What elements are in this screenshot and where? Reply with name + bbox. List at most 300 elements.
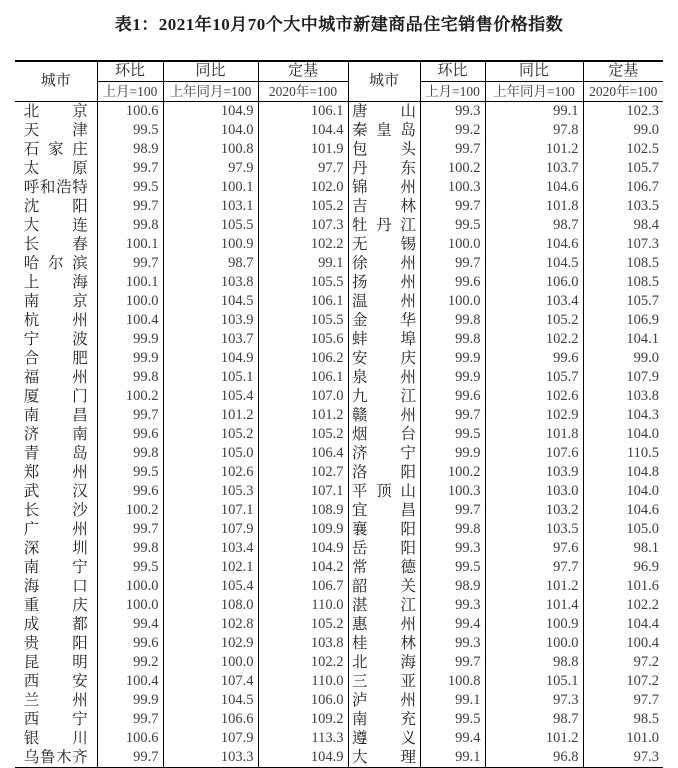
yoy-value-cell: 99.1 (485, 102, 583, 122)
city-name-cell (348, 691, 420, 710)
mom-value-cell: 99.5 (97, 121, 163, 140)
fixed-value-cell: 97.7 (258, 159, 348, 178)
fixed-value-cell: 104.9 (258, 748, 348, 768)
yoy-value-cell: 99.6 (485, 349, 583, 368)
mom-value-cell: 98.9 (97, 140, 163, 159)
table-row (15, 368, 663, 387)
city-name: 厦门 (23, 388, 88, 405)
yoy-value-cell: 100.9 (163, 235, 258, 254)
mom-value-cell: 100.3 (420, 178, 485, 197)
mom-value-cell: 100.6 (97, 729, 163, 748)
yoy-value-cell: 106.0 (485, 273, 583, 292)
yoy-value-cell: 102.9 (485, 406, 583, 425)
mom-value-cell: 99.7 (420, 140, 485, 159)
city-name: 无锡 (352, 236, 416, 253)
fixed-value-cell: 97.2 (583, 653, 663, 672)
city-name-cell (348, 501, 420, 520)
yoy-value-cell: 102.8 (163, 615, 258, 634)
fixed-value-cell: 108.9 (258, 501, 348, 520)
city-name-cell (15, 444, 97, 463)
fixed-value-cell: 107.2 (583, 672, 663, 691)
city-name: 银川 (23, 730, 88, 747)
mom-value-cell: 100.0 (97, 577, 163, 596)
yoy-value-cell: 103.9 (163, 311, 258, 330)
city-name: 烟台 (352, 426, 416, 443)
fixed-value-cell: 105.2 (258, 197, 348, 216)
mom-value-cell: 99.1 (420, 691, 485, 710)
city-name-cell (15, 254, 97, 273)
city-name-cell (15, 406, 97, 425)
mom-value-cell: 99.5 (420, 558, 485, 577)
mom-value-cell: 99.8 (420, 311, 485, 330)
fixed-value-cell: 103.5 (583, 197, 663, 216)
mom-value-cell: 99.6 (97, 482, 163, 501)
col-header-fixed-left: 定基 (258, 61, 348, 82)
yoy-value-cell: 104.5 (163, 691, 258, 710)
fixed-value-cell: 97.7 (583, 691, 663, 710)
mom-value-cell: 100.8 (420, 672, 485, 691)
city-name-cell (15, 311, 97, 330)
city-name: 北海 (352, 654, 416, 671)
city-name-cell (348, 710, 420, 729)
fixed-value-cell: 104.4 (583, 615, 663, 634)
mom-value-cell: 100.0 (420, 235, 485, 254)
city-name: 大连 (23, 217, 88, 234)
city-name-cell (348, 121, 420, 140)
fixed-value-cell: 105.7 (583, 292, 663, 311)
yoy-value-cell: 101.2 (485, 729, 583, 748)
mom-value-cell: 99.5 (97, 463, 163, 482)
city-name: 哈尔滨 (23, 255, 88, 272)
fixed-value-cell: 98.5 (583, 710, 663, 729)
fixed-value-cell: 104.4 (258, 121, 348, 140)
city-name-cell (348, 292, 420, 311)
yoy-value-cell: 103.4 (485, 292, 583, 311)
city-name-cell (15, 501, 97, 520)
table-row (15, 140, 663, 159)
city-name-cell (15, 577, 97, 596)
city-name-cell (348, 311, 420, 330)
mom-value-cell: 99.7 (420, 653, 485, 672)
city-name-cell (15, 102, 97, 122)
city-name: 深圳 (23, 540, 88, 557)
mom-value-cell: 100.0 (420, 292, 485, 311)
city-name: 北京 (23, 103, 88, 120)
fixed-value-cell: 101.2 (258, 406, 348, 425)
fixed-value-cell: 104.6 (583, 501, 663, 520)
city-name: 兰州 (23, 692, 88, 709)
city-name: 吉林 (352, 198, 416, 215)
fixed-value-cell: 106.2 (258, 349, 348, 368)
fixed-value-cell: 101.0 (583, 729, 663, 748)
city-name: 桂林 (352, 635, 416, 652)
city-name: 平顶山 (352, 483, 416, 500)
city-name: 太原 (23, 160, 88, 177)
fixed-value-cell: 102.2 (583, 596, 663, 615)
mom-value-cell: 99.7 (97, 406, 163, 425)
city-name: 温州 (352, 293, 416, 310)
city-name-cell (15, 653, 97, 672)
mom-value-cell: 100.1 (97, 273, 163, 292)
yoy-value-cell: 104.5 (163, 292, 258, 311)
yoy-value-cell: 100.0 (163, 653, 258, 672)
city-name: 唐山 (352, 103, 416, 120)
yoy-value-cell: 106.6 (163, 710, 258, 729)
table-row (15, 615, 663, 634)
col-subheader-fixed-base-left: 2020年=100 (258, 82, 348, 102)
table-row (15, 444, 663, 463)
mom-value-cell: 99.8 (97, 368, 163, 387)
city-name-cell (15, 710, 97, 729)
city-name: 南京 (23, 293, 88, 310)
city-name-cell (15, 292, 97, 311)
fixed-value-cell: 113.3 (258, 729, 348, 748)
city-name: 杭州 (23, 312, 88, 329)
city-name: 安庆 (352, 350, 416, 367)
city-name-cell (15, 330, 97, 349)
table-row (15, 672, 663, 691)
mom-value-cell: 100.2 (420, 159, 485, 178)
mom-value-cell: 99.7 (97, 710, 163, 729)
table-row (15, 197, 663, 216)
fixed-value-cell: 105.7 (583, 159, 663, 178)
yoy-value-cell: 105.2 (163, 425, 258, 444)
table-row (15, 273, 663, 292)
city-name-cell (15, 615, 97, 634)
table-header (15, 61, 663, 102)
mom-value-cell: 99.7 (97, 520, 163, 539)
mom-value-cell: 99.9 (420, 349, 485, 368)
city-name: 大理 (352, 749, 416, 766)
city-name-cell (348, 197, 420, 216)
table-row (15, 102, 663, 122)
city-name: 蚌埠 (352, 331, 416, 348)
yoy-value-cell: 103.5 (485, 520, 583, 539)
city-name-cell (15, 634, 97, 653)
city-name: 南昌 (23, 407, 88, 424)
mom-value-cell: 99.2 (420, 121, 485, 140)
yoy-value-cell: 104.6 (485, 178, 583, 197)
city-name-cell (348, 520, 420, 539)
city-name-cell (15, 387, 97, 406)
table-row (15, 425, 663, 444)
city-name-cell (15, 520, 97, 539)
fixed-value-cell: 105.0 (583, 520, 663, 539)
yoy-value-cell: 97.7 (485, 558, 583, 577)
city-name-cell (15, 482, 97, 501)
mom-value-cell: 99.4 (420, 729, 485, 748)
city-name: 韶关 (352, 578, 416, 595)
fixed-value-cell: 106.7 (583, 178, 663, 197)
city-name-cell (348, 653, 420, 672)
yoy-value-cell: 101.2 (485, 577, 583, 596)
mom-value-cell: 99.5 (420, 216, 485, 235)
table-row (15, 653, 663, 672)
city-name-cell (348, 558, 420, 577)
yoy-value-cell: 97.8 (485, 121, 583, 140)
fixed-value-cell: 98.4 (583, 216, 663, 235)
yoy-value-cell: 105.1 (163, 368, 258, 387)
mom-value-cell: 99.8 (97, 539, 163, 558)
city-name: 西安 (23, 673, 88, 690)
price-index-table (15, 60, 663, 768)
yoy-value-cell: 100.9 (485, 615, 583, 634)
city-name-cell (15, 425, 97, 444)
city-name-cell (348, 748, 420, 768)
col-header-city-right: 城市 (348, 61, 420, 102)
yoy-value-cell: 105.1 (485, 672, 583, 691)
mom-value-cell: 99.7 (97, 159, 163, 178)
yoy-value-cell: 97.6 (485, 539, 583, 558)
mom-value-cell: 99.1 (420, 748, 485, 768)
city-name: 宜昌 (352, 502, 416, 519)
mom-value-cell: 100.6 (97, 102, 163, 122)
city-name: 天津 (23, 122, 88, 139)
yoy-value-cell: 107.1 (163, 501, 258, 520)
fixed-value-cell: 102.2 (258, 653, 348, 672)
city-name-cell (348, 444, 420, 463)
city-name-cell (15, 216, 97, 235)
col-header-mom-left: 环比 (97, 61, 163, 82)
yoy-value-cell: 104.6 (485, 235, 583, 254)
mom-value-cell: 99.3 (420, 634, 485, 653)
fixed-value-cell: 106.1 (258, 368, 348, 387)
mom-value-cell: 98.9 (420, 577, 485, 596)
city-name: 昆明 (23, 654, 88, 671)
city-name: 西宁 (23, 711, 88, 728)
fixed-value-cell: 100.4 (583, 634, 663, 653)
city-name: 郑州 (23, 464, 88, 481)
city-name: 武汉 (23, 483, 88, 500)
yoy-value-cell: 98.7 (163, 254, 258, 273)
table-row (15, 387, 663, 406)
yoy-value-cell: 108.0 (163, 596, 258, 615)
city-name: 乌鲁木齐 (23, 749, 88, 766)
city-name: 沈阳 (23, 198, 88, 215)
yoy-value-cell: 100.8 (163, 140, 258, 159)
table-title: 表1：2021年10月70个大中城市新建商品住宅销售价格指数 (114, 15, 564, 34)
col-subheader-fixed-base-right: 2020年=100 (583, 82, 663, 102)
mom-value-cell: 99.8 (420, 330, 485, 349)
yoy-value-cell: 104.9 (163, 102, 258, 122)
city-name: 九江 (352, 388, 416, 405)
fixed-value-cell: 104.1 (583, 330, 663, 349)
col-header-fixed-right: 定基 (583, 61, 663, 82)
table-row (15, 349, 663, 368)
fixed-value-cell: 106.1 (258, 102, 348, 122)
city-name: 遵义 (352, 730, 416, 747)
fixed-value-cell: 107.3 (258, 216, 348, 235)
table-row (15, 634, 663, 653)
city-name-cell (15, 691, 97, 710)
fixed-value-cell: 98.1 (583, 539, 663, 558)
table-row (15, 292, 663, 311)
fixed-value-cell: 106.1 (258, 292, 348, 311)
mom-value-cell: 99.5 (97, 558, 163, 577)
city-name-cell (348, 273, 420, 292)
fixed-value-cell: 103.8 (258, 634, 348, 653)
yoy-value-cell: 103.8 (163, 273, 258, 292)
city-name-cell (348, 539, 420, 558)
mom-value-cell: 99.6 (97, 634, 163, 653)
city-name: 岳阳 (352, 540, 416, 557)
city-name-cell (348, 577, 420, 596)
yoy-value-cell: 103.3 (163, 748, 258, 768)
fixed-value-cell: 102.3 (583, 102, 663, 122)
city-name-cell (15, 729, 97, 748)
fixed-value-cell: 105.2 (258, 425, 348, 444)
mom-value-cell: 99.9 (420, 444, 485, 463)
mom-value-cell: 100.2 (420, 463, 485, 482)
city-name: 牡丹江 (352, 217, 416, 234)
fixed-value-cell: 110.0 (258, 596, 348, 615)
yoy-value-cell: 105.7 (485, 368, 583, 387)
yoy-value-cell: 97.9 (163, 159, 258, 178)
mom-value-cell: 100.0 (97, 596, 163, 615)
city-name: 泉州 (352, 369, 416, 386)
fixed-value-cell: 109.9 (258, 520, 348, 539)
col-header-city-left: 城市 (15, 61, 97, 102)
city-name: 包头 (352, 141, 416, 158)
city-name-cell (15, 121, 97, 140)
mom-value-cell: 99.9 (97, 330, 163, 349)
city-name-cell (15, 235, 97, 254)
yoy-value-cell: 102.9 (163, 634, 258, 653)
table-row (15, 254, 663, 273)
city-name: 襄阳 (352, 521, 416, 538)
mom-value-cell: 99.8 (420, 520, 485, 539)
city-name-cell (15, 672, 97, 691)
yoy-value-cell: 98.8 (485, 653, 583, 672)
yoy-value-cell: 103.9 (485, 463, 583, 482)
mom-value-cell: 99.9 (97, 349, 163, 368)
mom-value-cell: 99.7 (420, 501, 485, 520)
yoy-value-cell: 107.6 (485, 444, 583, 463)
city-name-cell (15, 748, 97, 768)
fixed-value-cell: 102.2 (258, 235, 348, 254)
fixed-value-cell: 101.6 (583, 577, 663, 596)
yoy-value-cell: 104.9 (163, 349, 258, 368)
yoy-value-cell: 101.2 (163, 406, 258, 425)
city-name-cell (348, 330, 420, 349)
mom-value-cell: 99.8 (97, 444, 163, 463)
fixed-value-cell: 106.9 (583, 311, 663, 330)
fixed-value-cell: 109.2 (258, 710, 348, 729)
city-name: 贵阳 (23, 635, 88, 652)
city-name: 三亚 (352, 673, 416, 690)
city-name: 泸州 (352, 692, 416, 709)
yoy-value-cell: 103.7 (163, 330, 258, 349)
city-name-cell (15, 368, 97, 387)
yoy-value-cell: 103.2 (485, 501, 583, 520)
fixed-value-cell: 106.4 (258, 444, 348, 463)
city-name-cell (348, 235, 420, 254)
city-name-cell (348, 672, 420, 691)
city-name-cell (348, 102, 420, 122)
table-row (15, 539, 663, 558)
yoy-value-cell: 102.1 (163, 558, 258, 577)
city-name-cell (15, 197, 97, 216)
yoy-value-cell: 101.8 (485, 425, 583, 444)
fixed-value-cell: 105.5 (258, 311, 348, 330)
city-name: 赣州 (352, 407, 416, 424)
fixed-value-cell: 102.0 (258, 178, 348, 197)
fixed-value-cell: 107.0 (258, 387, 348, 406)
fixed-value-cell: 104.8 (583, 463, 663, 482)
yoy-value-cell: 105.2 (485, 311, 583, 330)
fixed-value-cell: 102.7 (258, 463, 348, 482)
mom-value-cell: 99.7 (97, 254, 163, 273)
fixed-value-cell: 102.5 (583, 140, 663, 159)
table-row (15, 463, 663, 482)
city-name-cell (348, 425, 420, 444)
yoy-value-cell: 103.7 (485, 159, 583, 178)
table-row (15, 311, 663, 330)
city-name: 常德 (352, 559, 416, 576)
mom-value-cell: 100.4 (97, 672, 163, 691)
table-row (15, 691, 663, 710)
fixed-value-cell: 104.3 (583, 406, 663, 425)
city-name: 石家庄 (23, 141, 88, 158)
city-name: 济南 (23, 426, 88, 443)
col-subheader-yoy-base-right: 上年同月=100 (485, 82, 583, 102)
table-row (15, 729, 663, 748)
city-name: 南宁 (23, 559, 88, 576)
table-row (15, 748, 663, 768)
city-name-cell (15, 349, 97, 368)
mom-value-cell: 100.1 (97, 235, 163, 254)
city-name: 湛江 (352, 597, 416, 614)
fixed-value-cell: 105.2 (258, 615, 348, 634)
table-row (15, 330, 663, 349)
yoy-value-cell: 105.3 (163, 482, 258, 501)
city-name: 锦州 (352, 179, 416, 196)
mom-value-cell: 99.6 (420, 387, 485, 406)
mom-value-cell: 99.3 (420, 596, 485, 615)
city-name-cell (348, 387, 420, 406)
city-name-cell (15, 159, 97, 178)
fixed-value-cell: 99.1 (258, 254, 348, 273)
mom-value-cell: 99.5 (420, 425, 485, 444)
city-name: 丹东 (352, 160, 416, 177)
mom-value-cell: 99.4 (420, 615, 485, 634)
city-name: 重庆 (23, 597, 88, 614)
city-name: 海口 (23, 578, 88, 595)
yoy-value-cell: 96.8 (485, 748, 583, 768)
yoy-value-cell: 104.5 (485, 254, 583, 273)
yoy-value-cell: 104.0 (163, 121, 258, 140)
mom-value-cell: 99.9 (97, 691, 163, 710)
table-row (15, 558, 663, 577)
table-row (15, 596, 663, 615)
yoy-value-cell: 103.4 (163, 539, 258, 558)
fixed-value-cell: 104.0 (583, 482, 663, 501)
yoy-value-cell: 102.2 (485, 330, 583, 349)
mom-value-cell: 99.2 (97, 653, 163, 672)
fixed-value-cell: 106.0 (258, 691, 348, 710)
mom-value-cell: 99.7 (420, 406, 485, 425)
fixed-value-cell: 99.0 (583, 121, 663, 140)
city-name: 成都 (23, 616, 88, 633)
yoy-value-cell: 101.8 (485, 197, 583, 216)
city-name: 洛阳 (352, 464, 416, 481)
mom-value-cell: 100.2 (97, 387, 163, 406)
fixed-value-cell: 110.5 (583, 444, 663, 463)
city-name: 呼和浩特 (23, 179, 88, 196)
fixed-value-cell: 99.0 (583, 349, 663, 368)
table-row (15, 121, 663, 140)
fixed-value-cell: 96.9 (583, 558, 663, 577)
